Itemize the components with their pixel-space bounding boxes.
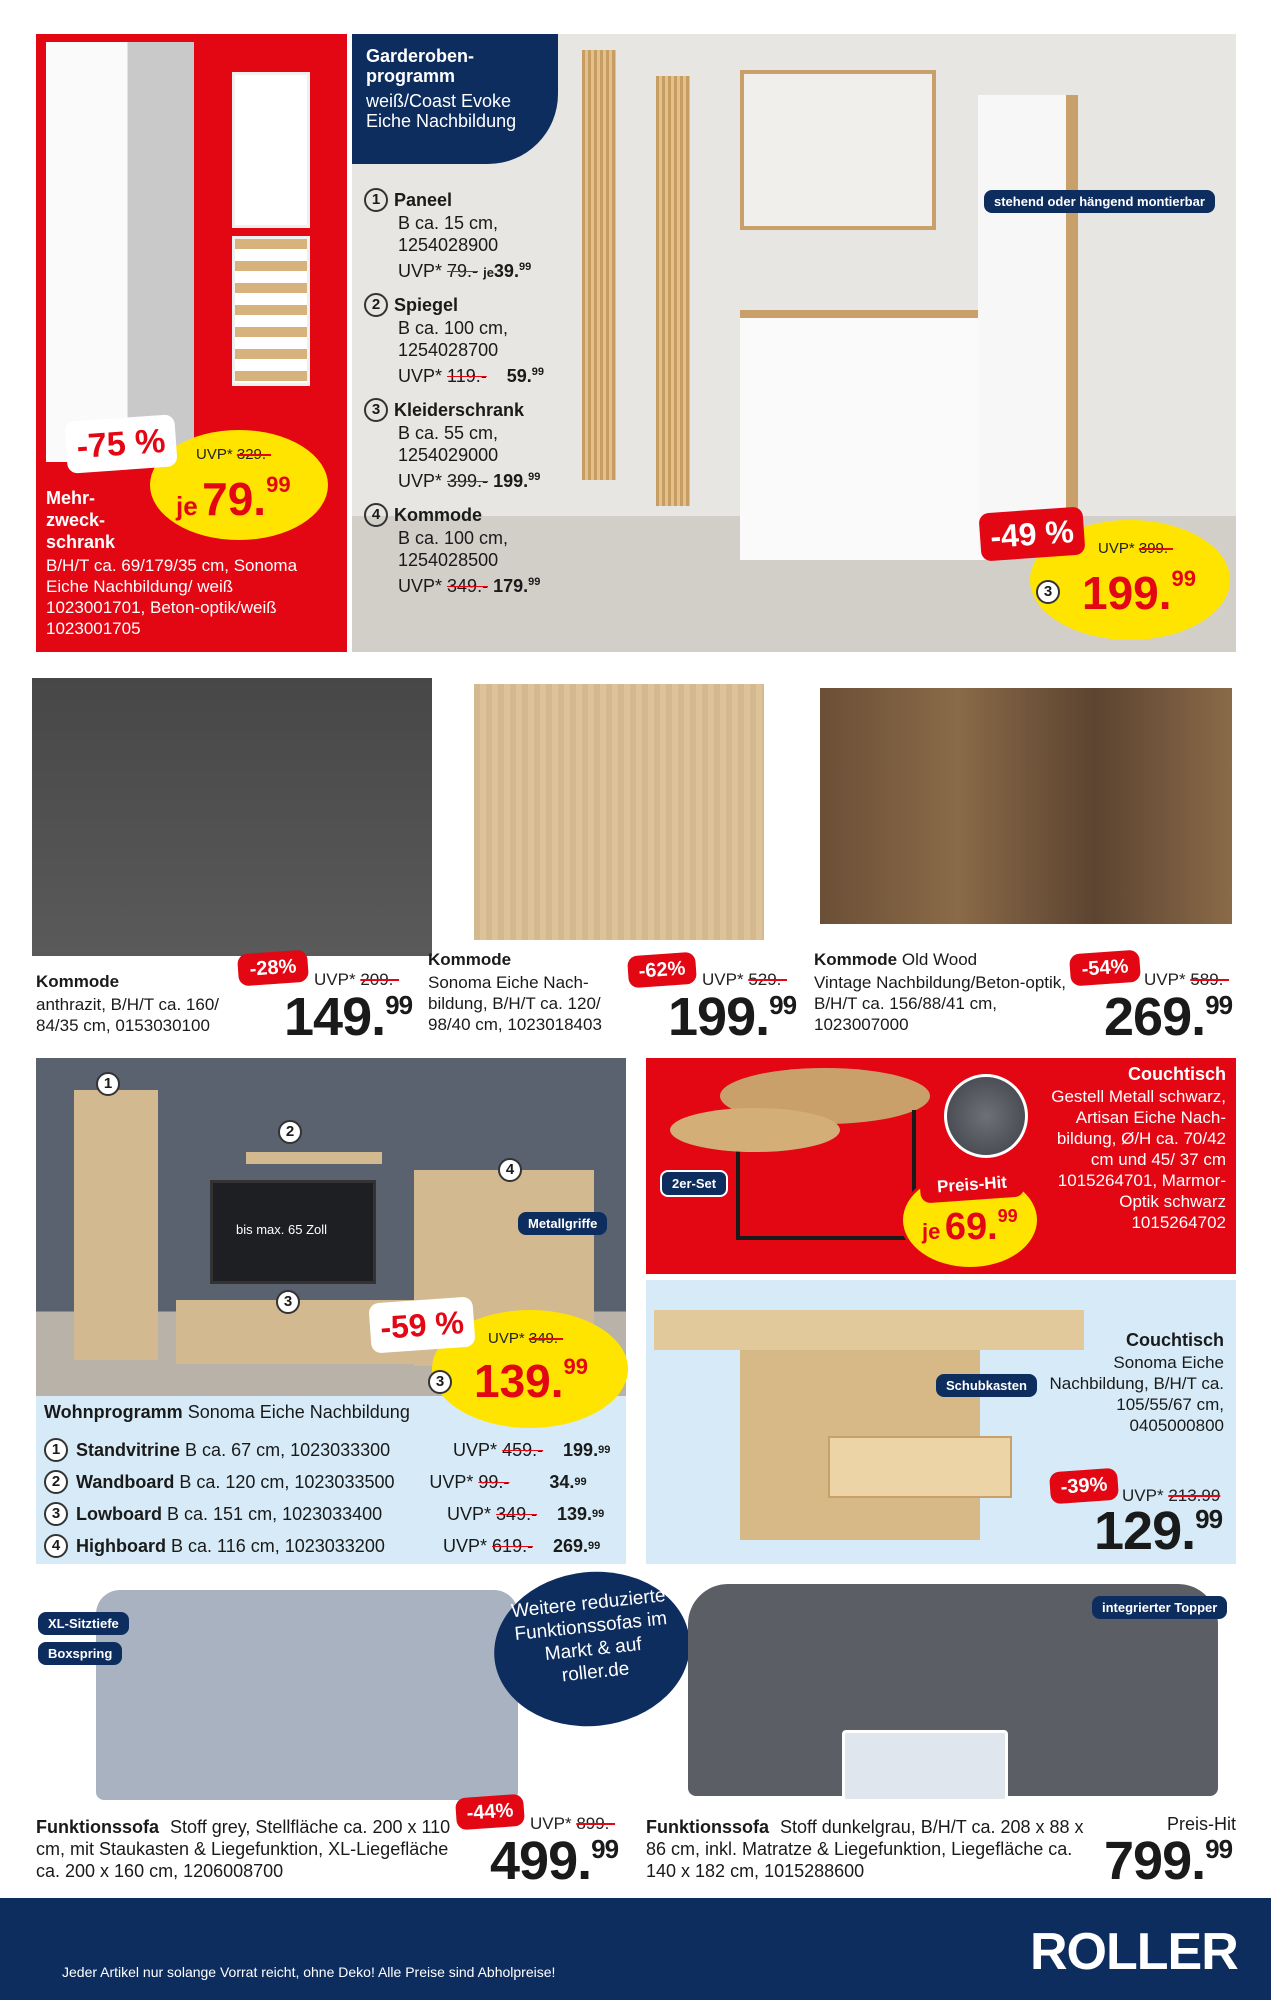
sofa1-image <box>96 1590 518 1800</box>
kommode2-title: Kommode <box>428 950 512 969</box>
wohnprogramm-row-4: 4 Highboard B ca. 116 cm, 1023033200 UVP* 619.- 269. 99 <box>44 1530 622 1562</box>
wohnprogramm-price: 139.99 <box>474 1354 589 1407</box>
kommode1-desc: anthrazit, B/H/T ca. 160/ 84/35 cm, 0153030100 <box>36 995 219 1035</box>
kommode2-uvp: UVP* 529.- <box>702 970 788 989</box>
sofa2-price: 799.99 <box>1104 1831 1233 1891</box>
garderobe-mount-note: stehend oder hängend montierbar <box>984 190 1215 213</box>
garderobe-badge-sub: weiß/Coast Evoke Eiche Nachbildung <box>366 91 517 131</box>
kommode2-discount: -62% <box>627 952 697 989</box>
garderobe-wardrobe-img <box>978 95 1078 555</box>
couchtisch2-drawer-note: Schubkasten <box>936 1374 1037 1397</box>
couchtisch1-desc: Gestell Metall schwarz, Artisan Eiche Nach-bildung, Ø/H ca. 70/42 cm und 45/ 37 cm 1015264701, Marmor-Optik schwarz 1015264702 <box>1051 1087 1226 1232</box>
garderobe-ref: 3 <box>1036 580 1060 604</box>
wohnprogramm-ref: 3 <box>428 1370 452 1394</box>
mehrzweck-title: Mehr- zweck- schrank <box>46 488 116 552</box>
garderobe-item-3: 3 Kleiderschrank B ca. 55 cm, 1254029000 UVP* 399.- 199.99 <box>364 398 564 503</box>
mehrzweck-thumb-1 <box>232 72 310 228</box>
mehrzweck-image <box>46 42 194 462</box>
kommode2-image <box>474 684 764 940</box>
garderobe-item-list <box>364 188 564 608</box>
wohnprogramm-metal-note: Metallgriffe <box>518 1212 607 1235</box>
mehrzweck-uvp: UVP* 329.- <box>196 446 272 463</box>
kommode1-title: Kommode <box>36 972 120 991</box>
garderobe-item-1: 1 Paneel B ca. 15 cm, 1254028900 UVP* 79.- je39.99 <box>364 188 564 293</box>
kommode1-price: 149.99 <box>284 987 413 1047</box>
footer-logo: ROLLER <box>1030 1923 1238 1981</box>
garderobe-mirror-img <box>740 70 936 230</box>
wohnprogramm-row-2: 2 Wandboard B ca. 120 cm, 1023033500 UVP* 99.- 34. 99 <box>44 1466 622 1498</box>
couchtisch2-uvp: UVP* 213.99 <box>1122 1486 1221 1505</box>
mehrzweck-price: je 79.99 <box>176 472 291 525</box>
kommode3-price: 269.99 <box>1104 987 1233 1047</box>
kommode3-discount: -54% <box>1069 950 1141 987</box>
couchtisch2-title: Couchtisch <box>1125 1330 1224 1350</box>
wohnprogramm-uvp: UVP* 349.- <box>488 1330 564 1347</box>
garderobe-dresser-img <box>740 310 994 560</box>
kommode3-image <box>820 688 1232 924</box>
sofa1-title: Funktionssofa <box>36 1817 160 1837</box>
sofa1-discount: -44% <box>455 1794 525 1831</box>
mehrzweck-desc: B/H/T ca. 69/179/35 cm, Sonoma Eiche Nachbildung/ weiß 1023001701, Beton-optik/weiß 1023001705 <box>46 556 298 638</box>
kommode3-desc: Vintage Nachbildung/Beton-optik, B/H/T ca. 156/88/41 cm, 1023007000 <box>814 973 1067 1034</box>
couchtisch1-small-img <box>670 1108 840 1152</box>
wohnprogramm-board-img <box>246 1152 382 1164</box>
garderobe-panel-img <box>582 50 616 480</box>
promo-bubble-text: Weitere reduzierte Funktionssofas im Markt & auf roller.de <box>510 1585 669 1687</box>
wohnprogramm-list <box>44 1434 622 1562</box>
mehrzweck-discount: -75 % <box>64 414 177 474</box>
sofa2-hit: Preis-Hit <box>1166 1814 1236 1834</box>
garderobe-item-4: 4 Kommode B ca. 100 cm, 1254028500 UVP* 349.- 179.99 <box>364 503 564 608</box>
wohnprogramm-marker-1: 1 <box>96 1072 120 1096</box>
kommode3-title: Kommode Old Wood <box>814 950 978 969</box>
garderobe-uvp: UVP* 399.- <box>1098 540 1174 557</box>
sofa1-note-2: Boxspring <box>38 1642 122 1665</box>
couchtisch2-desc: Sonoma Eiche Nachbildung, B/H/T ca. 105/55/67 cm, 0405000800 <box>1049 1353 1224 1435</box>
garderobe-discount: -49 % <box>978 506 1085 561</box>
wohnprogramm-marker-3: 3 <box>276 1290 300 1314</box>
sofa2-title: Funktionssofa <box>646 1817 770 1837</box>
garderobe-price: 199.99 <box>1082 566 1197 619</box>
kommode1-image <box>32 678 432 956</box>
wohnprogramm-title: Wohnprogramm Sonoma Eiche Nachbildung <box>44 1402 410 1422</box>
kommode1-discount: -28% <box>237 950 309 987</box>
sofa1-price: 499.99 <box>490 1831 619 1891</box>
wohnprogramm-marker-4: 4 <box>498 1158 522 1182</box>
couchtisch2-discount: -39% <box>1049 1468 1119 1505</box>
sofa2-bed-thumb <box>842 1730 1008 1802</box>
kommode2-desc: Sonoma Eiche Nach-bildung, B/H/T ca. 120/ 98/40 cm, 1023018403 <box>428 973 602 1034</box>
mehrzweck-thumb-2 <box>232 236 310 386</box>
couchtisch1-hit: Preis-Hit <box>919 1166 1025 1203</box>
sofa1-note-1: XL-Sitztiefe <box>38 1612 129 1635</box>
kommode3-uvp: UVP* 589.- <box>1144 970 1230 989</box>
wohnprogramm-row-3: 3 Lowboard B ca. 151 cm, 1023033400 UVP* 349.- 139. 99 <box>44 1498 622 1530</box>
kommode1-uvp: UVP* 209.- <box>314 970 400 989</box>
footer-disclaimer: Jeder Artikel nur solange Vorrat reicht, ohne Deko! Alle Preise sind Abholpreise! <box>62 1964 556 1980</box>
kommode2-price: 199.99 <box>668 987 797 1047</box>
wohnprogramm-vitrine-img <box>74 1090 158 1360</box>
couchtisch2-drawer-img <box>828 1436 1012 1498</box>
wohnprogramm-row-1: 1 Standvitrine B ca. 67 cm, 1023033300 UVP* 459.- 199. 99 <box>44 1434 622 1466</box>
garderobe-panel-img-2 <box>656 76 690 506</box>
sofa2-note: integrierter Topper <box>1092 1596 1227 1619</box>
garderobe-badge-title: Garderoben-programm <box>366 46 475 86</box>
couchtisch1-set-note: 2er-Set <box>660 1170 728 1197</box>
couchtisch1-price: je 69.99 <box>922 1206 1018 1248</box>
sofa2-desc: Stoff dunkelgrau, B/H/T ca. 208 x 88 x 86 cm, inkl. Matratze & Liegefunktion, Liegefläche ca. 140 x 182 cm, 1015288600 <box>646 1817 1084 1881</box>
wohnprogramm-discount: -59 % <box>368 1296 475 1353</box>
couchtisch1-title: Couchtisch <box>1127 1064 1226 1084</box>
garderobe-item-2: 2 Spiegel B ca. 100 cm, 1254028700 UVP* 119.- 59.99 <box>364 293 564 398</box>
couchtisch1-marble-img <box>944 1074 1028 1158</box>
sofa1-desc: Stoff grey, Stellfläche ca. 200 x 110 cm, mit Staukasten & Liegefunktion, XL-Liegefläche ca. 200 x 160 cm, 1206008700 <box>36 1817 451 1881</box>
couchtisch2-price: 129.99 <box>1094 1501 1223 1561</box>
wohnprogramm-tv-note: bis max. 65 Zoll <box>236 1222 328 1237</box>
wohnprogramm-marker-2: 2 <box>278 1120 302 1144</box>
sofa1-uvp: UVP* 899.- <box>530 1814 616 1833</box>
